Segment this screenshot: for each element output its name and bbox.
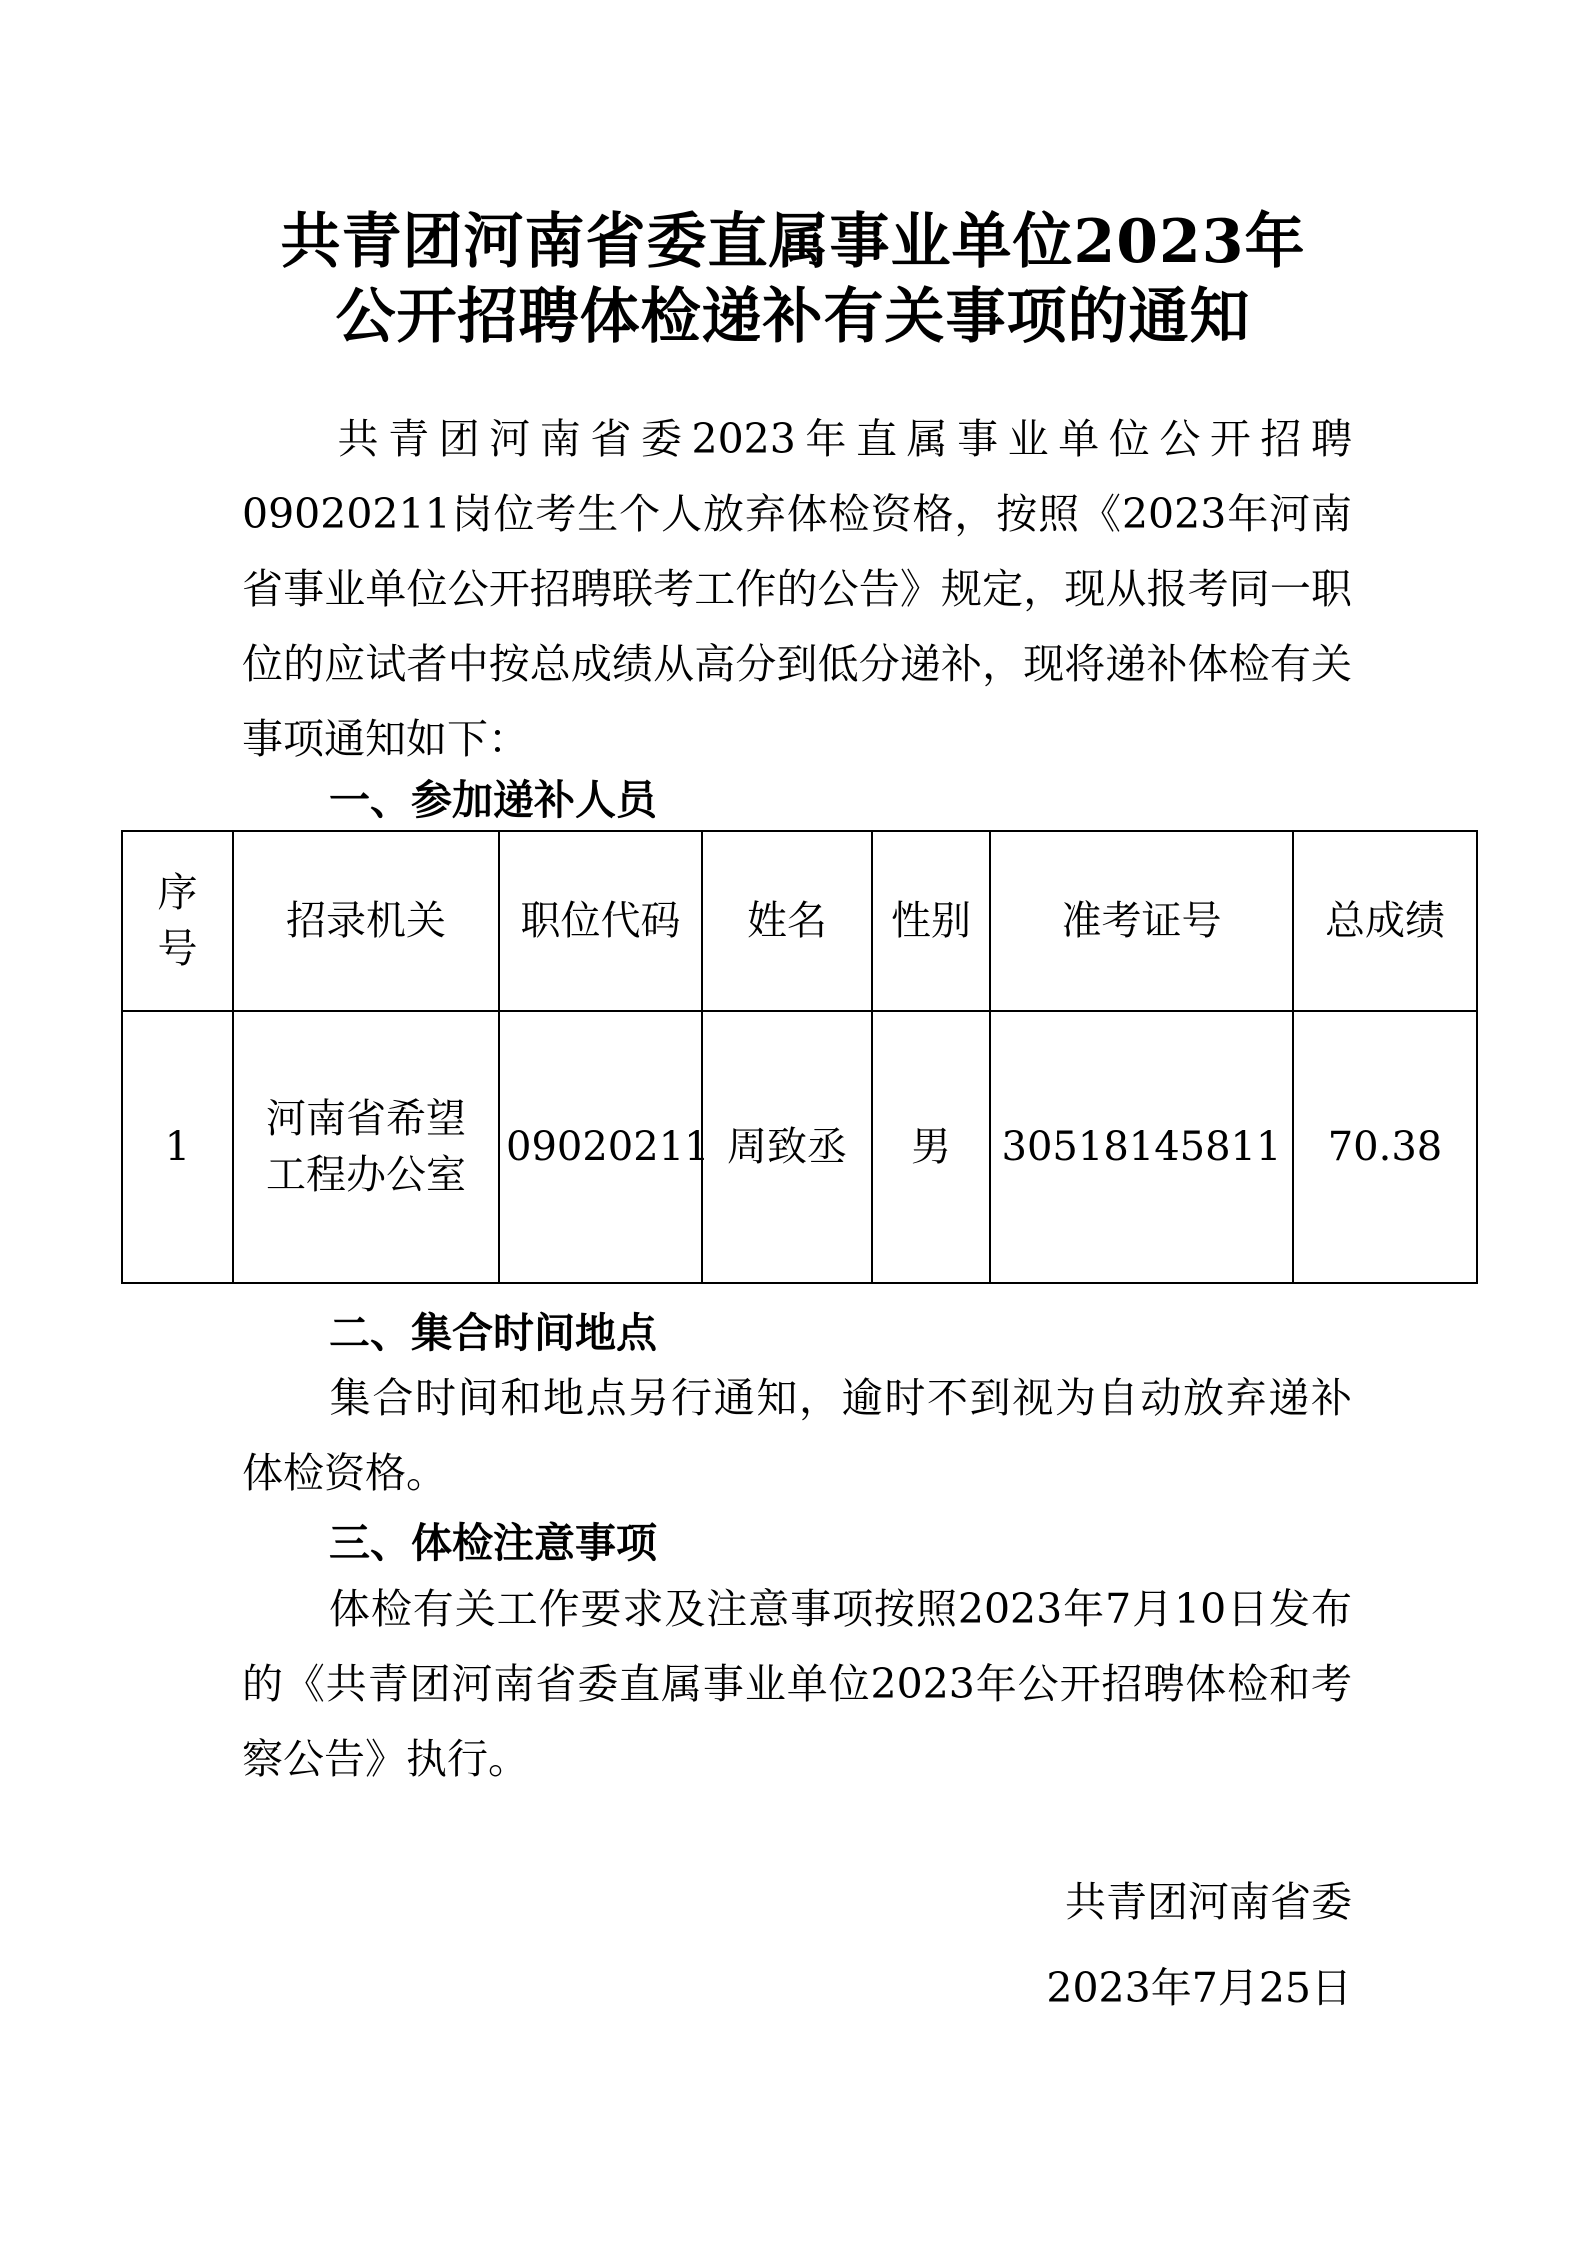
header-total-score: 总成绩 xyxy=(1293,831,1477,1011)
header-gender: 性别 xyxy=(872,831,990,1011)
header-agency: 招录机关 xyxy=(233,831,499,1011)
section-3-text: 体检有关工作要求及注意事项按照2023年7月10日发布的《共青团河南省委直属事业单位2023年公开招聘体检和考察公告》执行。 xyxy=(242,1585,1352,1783)
document-title-line-1: 共青团河南省委直属事业单位2023年 xyxy=(280,207,1306,277)
header-index: 序号 xyxy=(122,831,233,1011)
header-name: 姓名 xyxy=(702,831,872,1011)
table-header-row xyxy=(122,831,1477,1011)
section-1-heading: 一、参加递补人员 xyxy=(329,776,657,824)
cell-position-code: 09020211 xyxy=(499,1011,702,1283)
section-2-text: 集合时间和地点另行通知，逾时不到视为自动放弃递补体检资格。 xyxy=(242,1374,1352,1497)
cell-total-score: 70.38 xyxy=(1293,1011,1477,1283)
section-3-heading: 三、体检注意事项 xyxy=(329,1519,657,1567)
intro-text: 共青团河南省委2023年直属事业单位公开招聘09020211岗位考生个人放弃体检资格，按照《2023年河南省事业单位公开招聘联考工作的公告》规定，现从报考同一职位的应试者中按总成绩从高分到低分递补，现将递补体检有关事项通知如下： xyxy=(242,415,1352,763)
document-title-line-2: 公开招聘体检递补有关事项的通知 xyxy=(335,282,1251,352)
section-3-paragraph xyxy=(242,1572,1352,1797)
signature-org: 共青团河南省委 xyxy=(1065,1878,1352,1926)
section-2-paragraph xyxy=(242,1361,1352,1511)
header-position-code: 职位代码 xyxy=(499,831,702,1011)
table-row xyxy=(122,1011,1477,1283)
cell-gender: 男 xyxy=(872,1011,990,1283)
cell-name: 周致丞 xyxy=(702,1011,872,1283)
header-exam-number: 准考证号 xyxy=(990,831,1293,1011)
cell-exam-number: 30518145811 xyxy=(990,1011,1293,1283)
cell-index: 1 xyxy=(122,1011,233,1283)
signature-date: 2023年7月25日 xyxy=(1046,1964,1352,2012)
intro-paragraph xyxy=(242,402,1352,777)
section-2-heading: 二、集合时间地点 xyxy=(329,1309,657,1357)
cell-agency: 河南省希望工程办公室 xyxy=(233,1011,499,1283)
candidate-table xyxy=(121,830,1478,1284)
